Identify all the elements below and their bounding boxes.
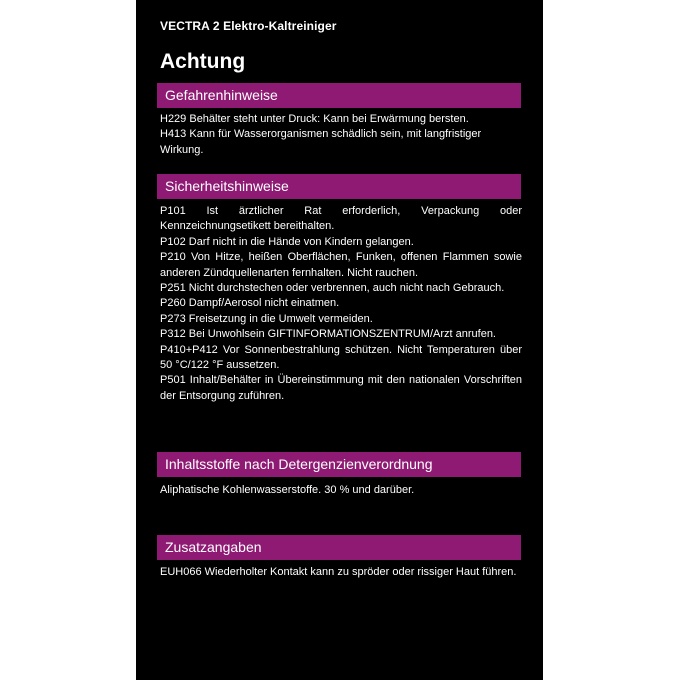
- precaution-statement: P273 Freisetzung in die Umwelt vermeiden.: [160, 312, 373, 325]
- section-header-zusatzangaben: Zusatzangaben: [157, 535, 521, 560]
- ingredient-statement: Aliphatische Kohlenwasserstoffe. 30 % und darüber.: [160, 484, 415, 496]
- precaution-statement: P501 Inhalt/Behälter in Übereinstimmung mit den nationalen Vorschriften der Entsorgung zuführen.: [160, 374, 522, 402]
- precaution-statement: P210 Von Hitze, heißen Oberflächen, Funken, offenen Flammen sowie anderen Zündquellenarten fernhalten. Nicht rauchen.: [160, 251, 522, 279]
- precaution-statement: P101 Ist ärztlicher Rat erforderlich, Verpackung oder Kennzeichnungsetikett bereithalten.: [160, 205, 522, 233]
- precaution-statement: P410+P412 Vor Sonnenbestrahlung schützen. Nicht Temperaturen über 50 °C/122 °F aussetzen.: [160, 343, 522, 372]
- section-header-sicherheitshinweise: Sicherheitshinweise: [157, 174, 521, 199]
- product-name: VECTRA 2 Elektro-Kaltreiniger: [160, 19, 337, 33]
- supplementary-statement: EUH066 Wiederholter Kontakt kann zu spröder oder rissiger Haut führen.: [160, 566, 517, 578]
- section-body-sicherheitshinweise: [160, 204, 522, 404]
- precaution-statement: P312 Bei Unwohlsein GIFTINFORMATIONSZENTRUM/Arzt anrufen.: [160, 328, 496, 341]
- hazard-statement: H229 Behälter steht unter Druck: Kann bei Erwärmung bersten.: [160, 113, 469, 125]
- product-label-panel: [136, 0, 543, 680]
- section-body-zusatzangaben: [160, 565, 522, 580]
- section-body-gefahrenhinweise: [160, 112, 522, 158]
- section-header-inhaltsstoffe: Inhaltsstoffe nach Detergenzienverordnung: [157, 452, 521, 477]
- section-header-gefahrenhinweise: Gefahrenhinweise: [157, 83, 521, 108]
- section-body-inhaltsstoffe: [160, 483, 522, 498]
- signal-word: Achtung: [160, 50, 246, 73]
- hazard-statement: H413 Kann für Wasserorganismen schädlich sein, mit langfristiger Wirkung.: [160, 128, 482, 156]
- precaution-statement: P251 Nicht durchstechen oder verbrennen, auch nicht nach Gebrauch.: [160, 282, 505, 295]
- precaution-statement: P260 Dampf/Aerosol nicht einatmen.: [160, 297, 340, 310]
- precaution-statement: P102 Darf nicht in die Hände von Kindern gelangen.: [160, 235, 414, 248]
